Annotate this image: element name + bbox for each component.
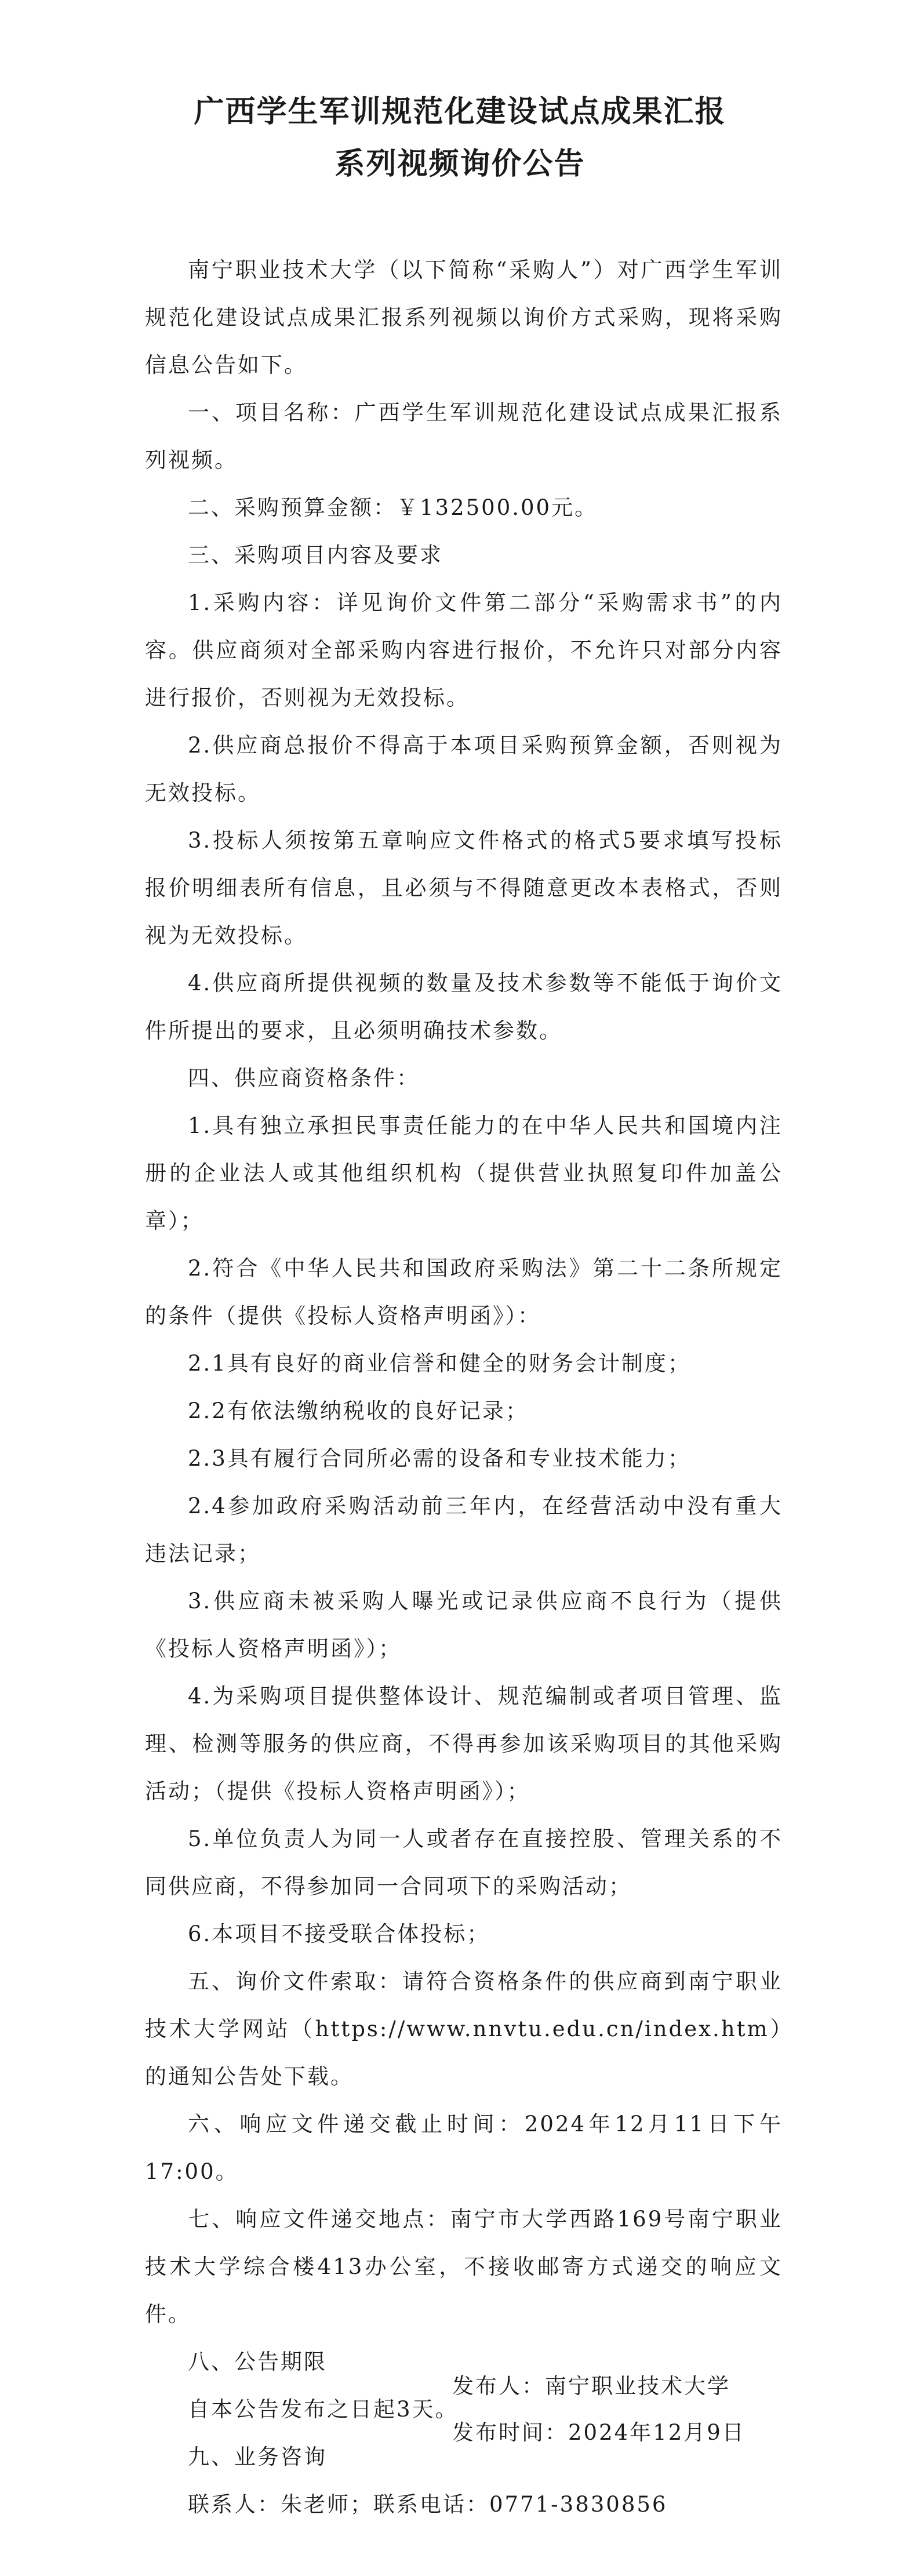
- paragraph-qualification-2-3: 2.3具有履行合同所必需的设备和专业技术能力；: [188, 1446, 691, 1471]
- document-title-line-1: 广西学生军训规范化建设试点成果汇报: [194, 95, 726, 129]
- paragraph-qualification-4: 4.为采购项目提供整体设计、规范编制或者项目管理、监理、检测等服务的供应商，不得再参加该采购项目的其他采购活动；（提供《投标人资格声明函》）；: [145, 1684, 783, 1804]
- paragraph-qualification-2-4: 2.4参加政府采购活动前三年内，在经营活动中没有重大违法记录；: [145, 1494, 783, 1566]
- paragraph-qualification-2-1: 2.1具有良好的商业信誉和健全的财务会计制度；: [188, 1351, 691, 1376]
- paragraph-qualification-2: 2.符合《中华人民共和国政府采购法》第二十二条所规定的条件（提供《投标人资格声明函》）：: [145, 1256, 783, 1328]
- paragraph-requirement-4: 4.供应商所提供视频的数量及技术参数等不能低于询价文件所提出的要求，且必须明确技术参数。: [145, 971, 783, 1043]
- section-heading-notice-period: 八、公告期限: [188, 2349, 327, 2374]
- paragraph-project-name: 一、项目名称：广西学生军训规范化建设试点成果汇报系列视频。: [145, 400, 783, 473]
- paragraph-qualification-5: 5.单位负责人为同一人或者存在直接控股、管理关系的不同供应商，不得参加同一合同项下的采购活动；: [145, 1826, 783, 1899]
- paragraph-deadline: 六、响应文件递交截止时间：2024年12月11日下午17:00。: [145, 2112, 783, 2184]
- paragraph-qualification-1: 1.具有独立承担民事责任能力的在中华人民共和国境内注册的企业法人或其他组织机构（提供营业执照复印件加盖公章）；: [145, 1113, 783, 1233]
- paragraph-notice-period: 自本公告发布之日起3天。: [188, 2397, 459, 2422]
- paragraph-contact: 联系人：朱老师；联系电话：0771-3830856: [188, 2492, 668, 2517]
- paragraph-document-retrieval: 五、询价文件索取：请符合资格条件的供应商到南宁职业技术大学网站（https://www.nnvtu.edu.cn/index.htm）的通知公告处下载。: [145, 1969, 783, 2089]
- document-title-line-2: 系列视频询价公告: [334, 147, 586, 181]
- section-heading-consultation: 九、业务咨询: [188, 2444, 327, 2469]
- paragraph-budget: 二、采购预算金额：￥132500.00元。: [188, 495, 598, 520]
- paragraph-requirement-3: 3.投标人须按第五章响应文件格式的格式5要求填写投标报价明细表所有信息，且必须与不得随意更改本表格式，否则视为无效投标。: [145, 828, 783, 948]
- paragraph-qualification-2-2: 2.2有依法缴纳税收的良好记录；: [188, 1398, 529, 1423]
- section-heading-requirements: 三、采购项目内容及要求: [188, 543, 443, 568]
- paragraph-requirement-1: 1.采购内容：详见询价文件第二部分“采购需求书”的内容。供应商须对全部采购内容进行报价，不允许只对部分内容进行报价，否则视为无效投标。: [145, 590, 783, 710]
- paragraph-requirement-2: 2.供应商总报价不得高于本项目采购预算金额，否则视为无效投标。: [145, 733, 783, 805]
- publish-date: 发布时间：2024年12月9日: [452, 2420, 746, 2445]
- paragraph-submission-location: 七、响应文件递交地点：南宁市大学西路169号南宁职业技术大学综合楼413办公室，不接收邮寄方式递交的响应文件。: [145, 2207, 783, 2327]
- publisher-signature: 发布人：南宁职业技术大学: [452, 2374, 730, 2399]
- announcement-body: [145, 246, 783, 2528]
- section-heading-qualifications: 四、供应商资格条件：: [188, 1066, 420, 1091]
- paragraph-qualification-3: 3.供应商未被采购人曝光或记录供应商不良行为（提供《投标人资格声明函》）；: [145, 1589, 783, 1661]
- paragraph-qualification-6: 6.本项目不接受联合体投标；: [188, 1921, 490, 1946]
- paragraph-intro: 南宁职业技术大学（以下简称“采购人”）对广西学生军训规范化建设试点成果汇报系列视频以询价方式采购，现将采购信息公告如下。: [145, 257, 783, 377]
